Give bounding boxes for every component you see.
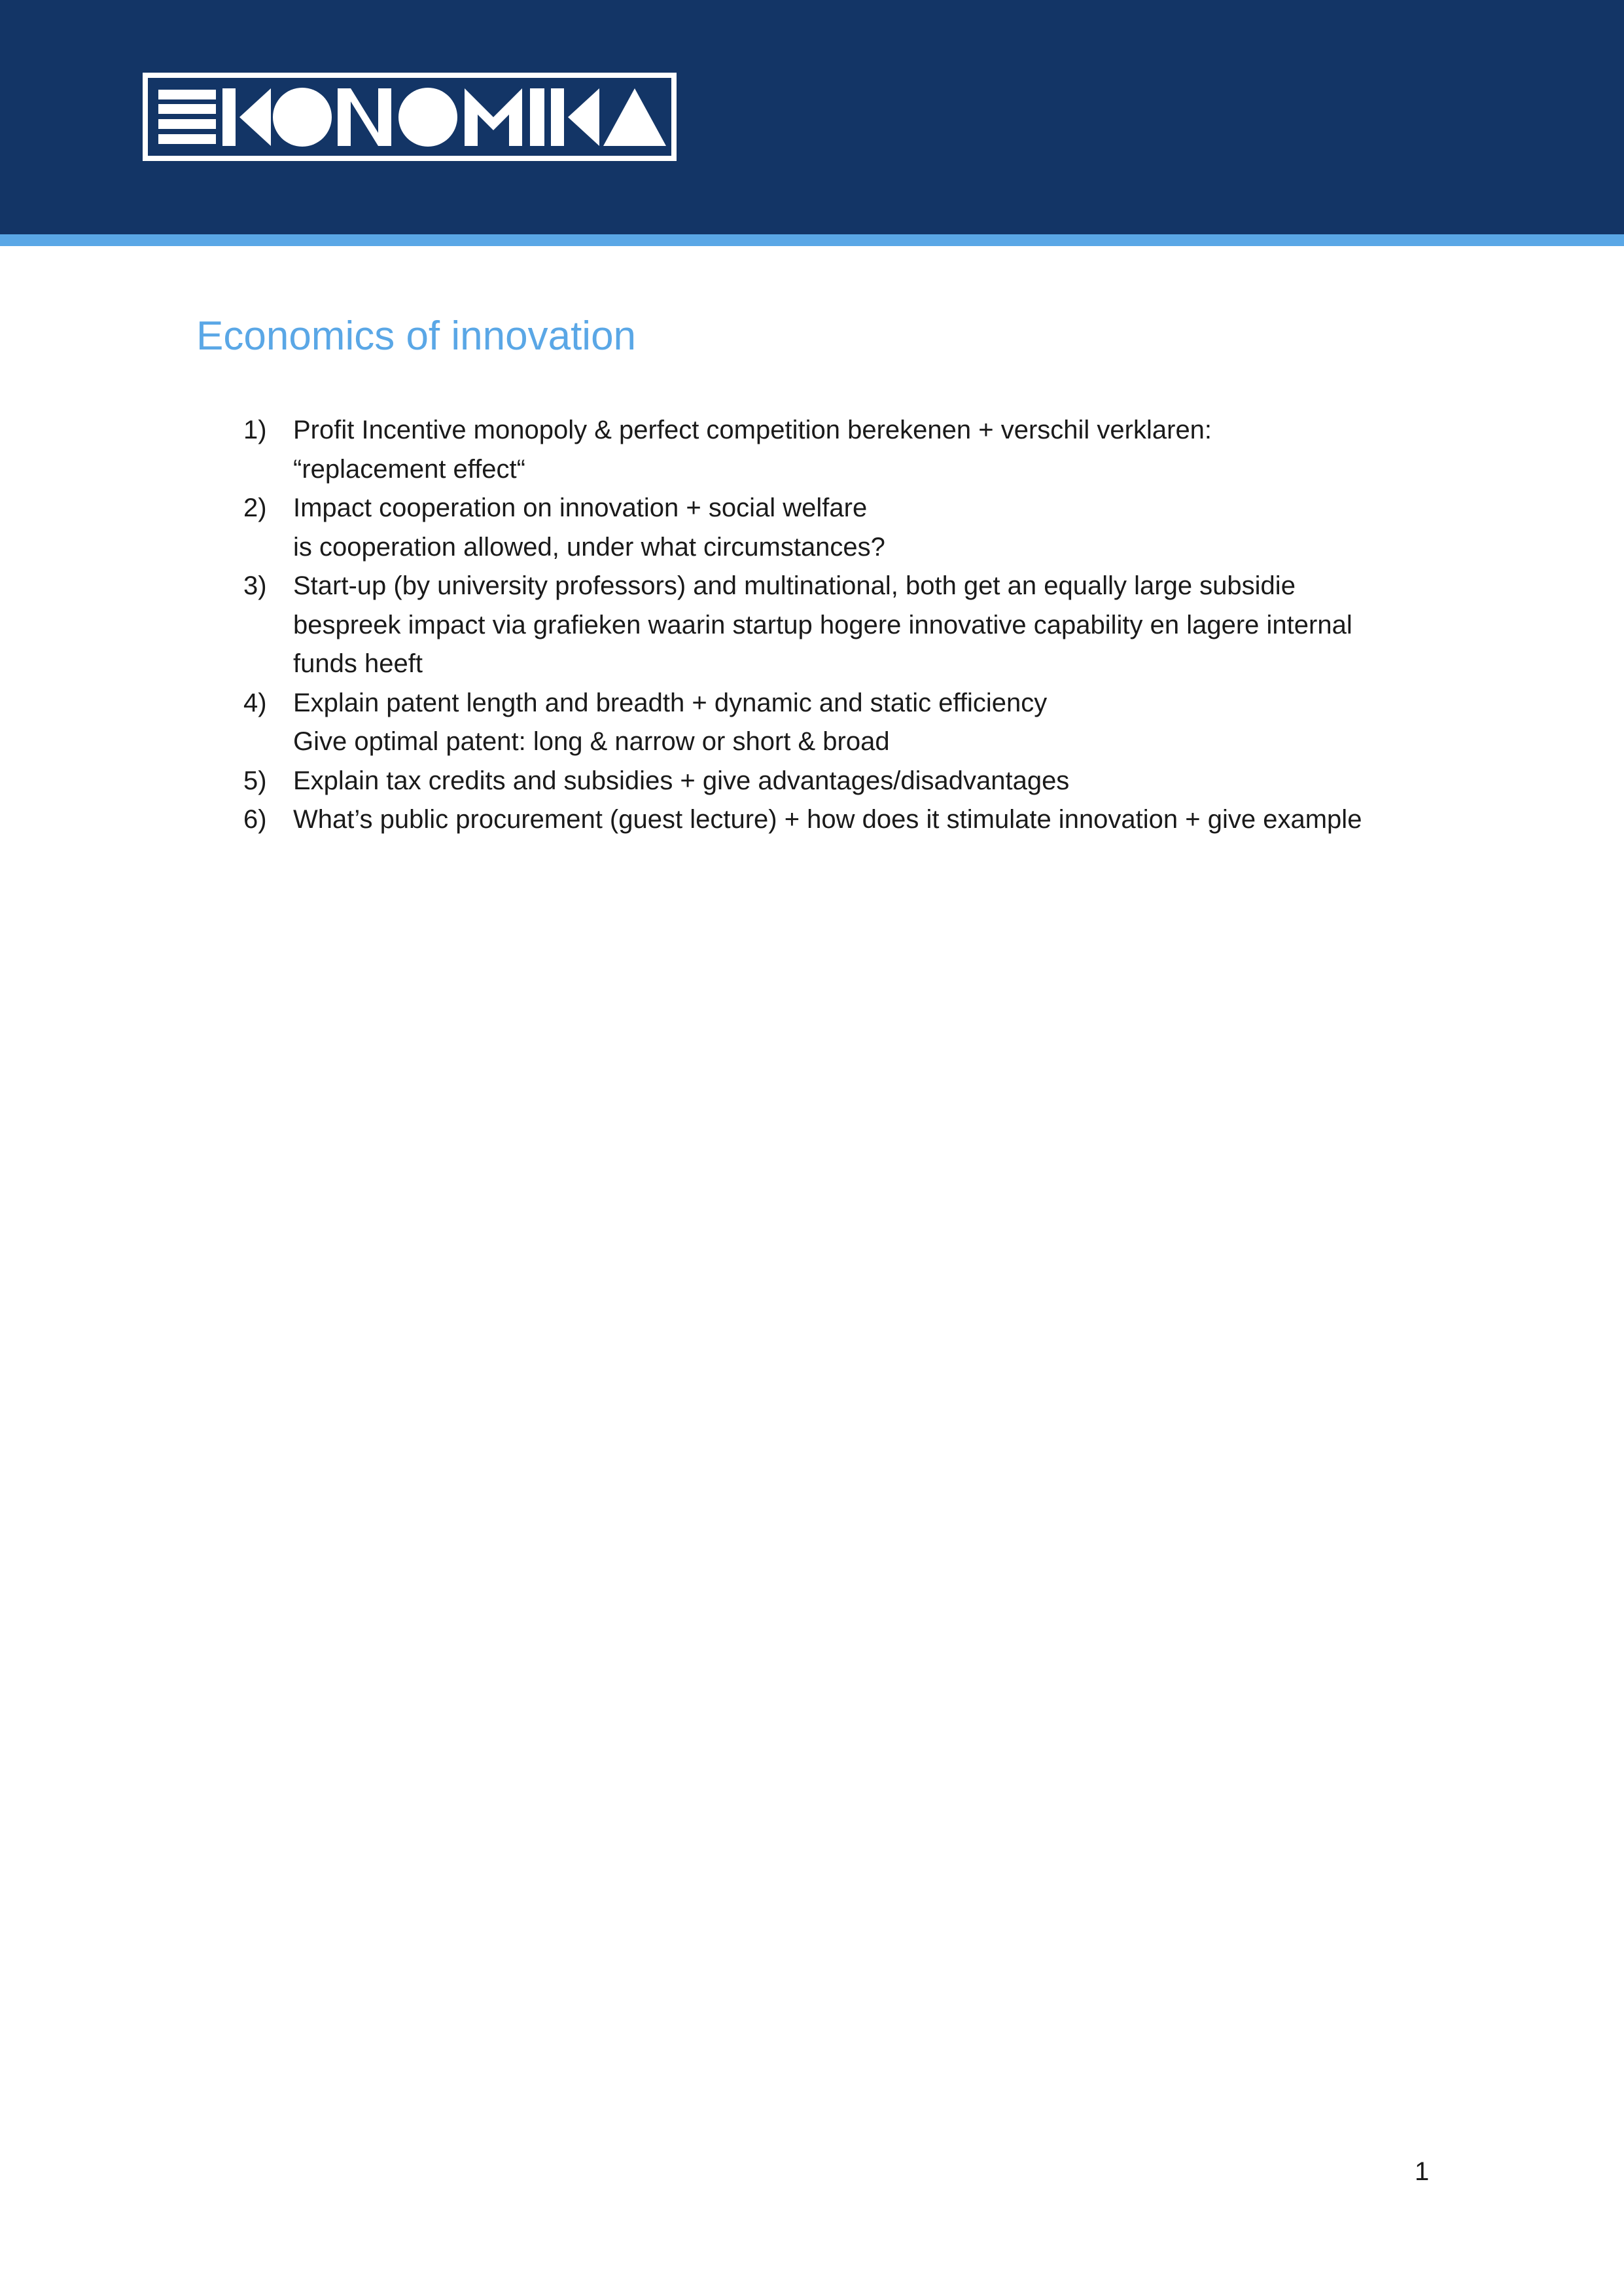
- question-line: Profit Incentive monopoly & perfect competition berekenen + verschil verklaren:: [293, 416, 1212, 444]
- page-number: 1: [1415, 2157, 1430, 2186]
- question-line: funds heeft: [293, 649, 423, 678]
- question-line: Impact cooperation on innovation + social welfare: [293, 493, 868, 522]
- question-line: Start-up (by university professors) and multinational, both get an equally large subsidie: [293, 571, 1296, 600]
- question-item: [243, 489, 1474, 567]
- question-text: [293, 567, 1474, 684]
- question-list: [243, 411, 1474, 840]
- question-line: Explain patent length and breadth + dynamic and static efficiency: [293, 688, 1048, 717]
- ekonomika-logo: [143, 73, 677, 161]
- question-line: What’s public procurement (guest lecture) + how does it stimulate innovation + give example: [293, 805, 1362, 834]
- question-number: 5): [243, 766, 267, 795]
- question-item: [243, 411, 1474, 489]
- question-line: “replacement effect“: [293, 454, 525, 484]
- question-number: 1): [243, 416, 267, 444]
- question-text: [293, 489, 1474, 567]
- question-text: [293, 411, 1474, 489]
- question-item: [243, 567, 1474, 684]
- question-text: [293, 762, 1474, 801]
- question-line: bespreek impact via grafieken waarin startup hogere innovative capability en lagere internal: [293, 610, 1352, 639]
- question-number: 2): [243, 493, 267, 522]
- question-line: is cooperation allowed, under what circumstances?: [293, 532, 885, 562]
- question-item: [243, 800, 1474, 840]
- question-number: 6): [243, 805, 267, 834]
- question-item: [243, 684, 1474, 762]
- document-title: Economics of innovation: [196, 314, 637, 359]
- question-line: Explain tax credits and subsidies + give advantages/disadvantages: [293, 766, 1070, 795]
- question-number: 3): [243, 571, 267, 600]
- question-text: [293, 800, 1474, 840]
- question-line: Give optimal patent: long & narrow or short & broad: [293, 727, 890, 756]
- question-text: [293, 684, 1474, 762]
- question-item: [243, 762, 1474, 801]
- question-number: 4): [243, 688, 267, 717]
- header-accent-stripe: [0, 234, 1624, 246]
